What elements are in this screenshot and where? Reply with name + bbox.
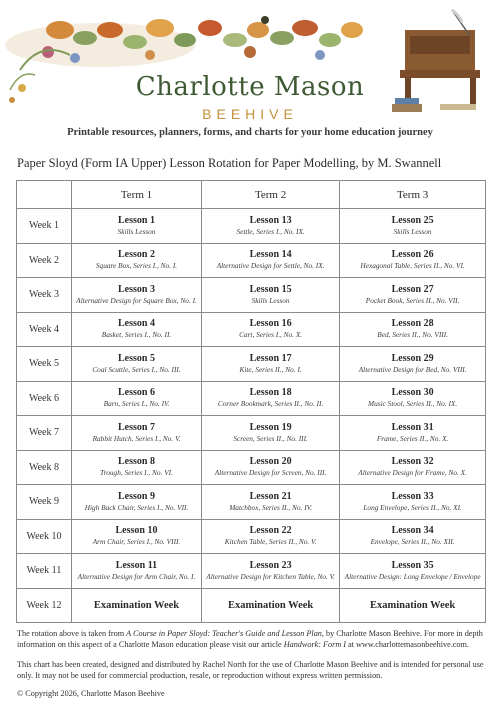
lesson-cell (201, 381, 339, 416)
lesson-number: Lesson 8 (118, 456, 155, 468)
footer-rights-note: This chart has been created, designed and distributed by Rachel North for the use of Charlotte Mason Beehive and is intended for personal use only. It may not be used for commercial production, resale, or reproduction without express written permission. (17, 660, 484, 680)
table-row (17, 312, 486, 347)
footer-source-note (17, 628, 485, 650)
lesson-project: Kitchen Table, Series II., No. V. (224, 537, 317, 547)
lesson-project: Hexagonal Table, Series II., No. VI. (360, 261, 465, 271)
lesson-project: Kite, Series II., No. I. (239, 364, 302, 374)
week-label: Week 2 (17, 243, 72, 278)
lesson-cell (201, 485, 339, 520)
lesson-number: Lesson 9 (118, 490, 155, 502)
lesson-cell (72, 312, 202, 347)
footer-book-title: A Course in Paper Sloyd: Teacher's Guide and Lesson Plan (126, 629, 322, 638)
week-label: Week 8 (17, 450, 72, 485)
lesson-project: Cart, Series I., No. X. (239, 330, 303, 340)
table-row (17, 554, 486, 589)
lesson-number: Lesson 5 (118, 352, 155, 364)
table-row (17, 450, 486, 485)
brand-subtitle: BEEHIVE (202, 106, 298, 122)
lesson-project: Skills Lesson (117, 226, 156, 236)
week-label: Week 11 (17, 554, 72, 589)
lesson-number: Lesson 18 (249, 387, 292, 399)
table-row (17, 519, 486, 554)
week-label: Week 4 (17, 312, 72, 347)
exam-cell: Examination Week (201, 588, 339, 623)
lesson-cell (72, 209, 202, 244)
week-label: Week 6 (17, 381, 72, 416)
lesson-project: Screen, Series II., No. III. (233, 433, 308, 443)
lesson-number: Lesson 11 (115, 559, 158, 571)
table-row (17, 485, 486, 520)
lesson-number: Lesson 7 (118, 421, 155, 433)
lesson-project: Envelope, Series II., No. XII. (370, 537, 455, 547)
week-label: Week 5 (17, 347, 72, 382)
lesson-project: Skills Lesson (251, 295, 290, 305)
table-row (17, 243, 486, 278)
lesson-number: Lesson 22 (249, 525, 292, 537)
brand-title: Charlotte Mason (135, 72, 365, 102)
lesson-cell (72, 347, 202, 382)
lesson-number: Lesson 17 (249, 352, 292, 364)
lesson-cell (72, 381, 202, 416)
tagline: Printable resources, planners, forms, and charts for your home education journey (67, 127, 433, 138)
lesson-project: Bed, Series II., No. VIII. (377, 330, 448, 340)
lesson-project: Long Envelope, Series II., No. XI. (363, 502, 462, 512)
exam-cell: Examination Week (340, 588, 486, 623)
lesson-number: Lesson 4 (118, 318, 155, 330)
lesson-cell (340, 416, 486, 451)
lesson-project: Skills Lesson (393, 226, 432, 236)
lesson-number: Lesson 13 (249, 214, 292, 226)
lesson-cell (72, 278, 202, 313)
lesson-cell (201, 243, 339, 278)
lesson-cell (340, 243, 486, 278)
lesson-project: Pocket Book, Series II., No. VII. (365, 295, 460, 305)
lesson-cell (340, 278, 486, 313)
lesson-project: Trough, Series I., No. VI. (100, 468, 173, 478)
table-row (17, 347, 486, 382)
lesson-cell (340, 347, 486, 382)
lesson-cell (340, 485, 486, 520)
week-label: Week 1 (17, 209, 72, 244)
lesson-project: Alternative Design: Long Envelope / Envelope (344, 571, 481, 581)
lesson-project: Settle, Series I., No. IX. (236, 226, 305, 236)
lesson-cell (72, 519, 202, 554)
header-term-2: Term 2 (201, 181, 339, 209)
lesson-cell (201, 312, 339, 347)
lesson-cell (201, 519, 339, 554)
lesson-number: Lesson 25 (391, 214, 434, 226)
lesson-number: Lesson 28 (391, 318, 434, 330)
lesson-project: Coal Scuttle, Series I., No. III. (92, 364, 181, 374)
lesson-cell (72, 450, 202, 485)
table-row (17, 588, 486, 623)
lesson-number: Lesson 19 (249, 421, 292, 433)
lesson-number: Lesson 35 (391, 559, 434, 571)
lesson-project: Alternative Design for Bed, No. VIII. (358, 364, 467, 374)
lesson-number: Lesson 2 (118, 249, 155, 261)
lesson-cell (72, 554, 202, 589)
lesson-number: Lesson 29 (391, 352, 434, 364)
footer-text: at www.charlottemasonbeehive.com. (346, 640, 469, 649)
footer-copyright: © Copyright 2026, Charlotte Mason Beehive (17, 689, 165, 698)
lesson-project: Alternative Design for Square Box, No. I. (76, 295, 197, 305)
lesson-cell (340, 209, 486, 244)
lesson-number: Lesson 21 (249, 490, 292, 502)
lesson-project: Alternative Design for Settle, No. IX. (216, 261, 325, 271)
lesson-number: Lesson 33 (391, 490, 434, 502)
exam-cell: Examination Week (72, 588, 202, 623)
lesson-cell (201, 554, 339, 589)
header-term-1: Term 1 (72, 181, 202, 209)
week-label: Week 12 (17, 588, 72, 623)
lesson-cell (201, 416, 339, 451)
lesson-number: Lesson 6 (118, 387, 155, 399)
lesson-rotation-table (16, 180, 486, 623)
lesson-project: High Back Chair, Series I., No. VII. (84, 502, 189, 512)
table-header-row (17, 181, 486, 209)
lesson-number: Lesson 32 (391, 456, 434, 468)
week-label: Week 9 (17, 485, 72, 520)
lesson-cell (201, 347, 339, 382)
lesson-cell (340, 381, 486, 416)
lesson-project: Rabbit Hutch, Series I., No. V. (92, 433, 181, 443)
footer-article-title: Handwork: Form I (283, 640, 347, 649)
lesson-project: Alternative Design for Frame, No. X. (358, 468, 467, 478)
lesson-cell (340, 312, 486, 347)
lesson-number: Lesson 1 (118, 214, 155, 226)
lesson-cell (201, 450, 339, 485)
lesson-project: Frame, Series II., No. X. (376, 433, 449, 443)
lesson-cell (340, 554, 486, 589)
lesson-number: Lesson 30 (391, 387, 434, 399)
lesson-cell (201, 278, 339, 313)
table-row (17, 381, 486, 416)
lesson-cell (72, 416, 202, 451)
lesson-number: Lesson 23 (249, 559, 292, 571)
lesson-project: Arm Chair, Series I., No. VIII. (92, 537, 181, 547)
lesson-project: Square Box, Series I., No. I. (95, 261, 178, 271)
lesson-number: Lesson 27 (391, 283, 434, 295)
lesson-number: Lesson 20 (249, 456, 292, 468)
lesson-cell (72, 485, 202, 520)
week-label: Week 7 (17, 416, 72, 451)
week-label: Week 10 (17, 519, 72, 554)
lesson-project: Barn, Series I., No. IV. (103, 399, 170, 409)
lesson-number: Lesson 31 (391, 421, 434, 433)
header-term-3: Term 3 (340, 181, 486, 209)
lesson-project: Music Stool, Series II., No. IX. (368, 399, 458, 409)
lesson-number: Lesson 3 (118, 283, 155, 295)
lesson-project: Alternative Design for Screen, No. III. (214, 468, 327, 478)
lesson-number: Lesson 26 (391, 249, 434, 261)
lesson-number: Lesson 34 (391, 525, 434, 537)
lesson-number: Lesson 15 (249, 283, 292, 295)
table-row (17, 416, 486, 451)
lesson-project: Corner Bookmark, Series II., No. II. (217, 399, 324, 409)
lesson-project: Matchbox, Series II., No. IV. (229, 502, 312, 512)
footer-text: , by Charlotte Mason Beehive. For more in depth information on this aspect of a Charlotte Mason education please visit our article (17, 629, 483, 649)
header-blank (17, 181, 72, 209)
lesson-project: Alternative Design for Arm Chair, No. I. (77, 571, 196, 581)
document-title: Paper Sloyd (Form IA Upper) Lesson Rotation for Paper Modelling, by M. Swannell (17, 156, 442, 170)
lesson-number: Lesson 16 (249, 318, 292, 330)
lesson-project: Alternative Design for Kitchen Table, No. V. (206, 571, 335, 581)
lesson-cell (340, 519, 486, 554)
lesson-number: Lesson 14 (249, 249, 292, 261)
week-label: Week 3 (17, 278, 72, 313)
lesson-cell (340, 450, 486, 485)
lesson-number: Lesson 10 (115, 525, 158, 537)
table-body (17, 209, 486, 623)
lesson-project: Basket, Series I., No. II. (101, 330, 172, 340)
table-row (17, 209, 486, 244)
footer-text: The rotation above is taken from (17, 629, 127, 638)
lesson-cell (72, 243, 202, 278)
table-row (17, 278, 486, 313)
lesson-cell (201, 209, 339, 244)
